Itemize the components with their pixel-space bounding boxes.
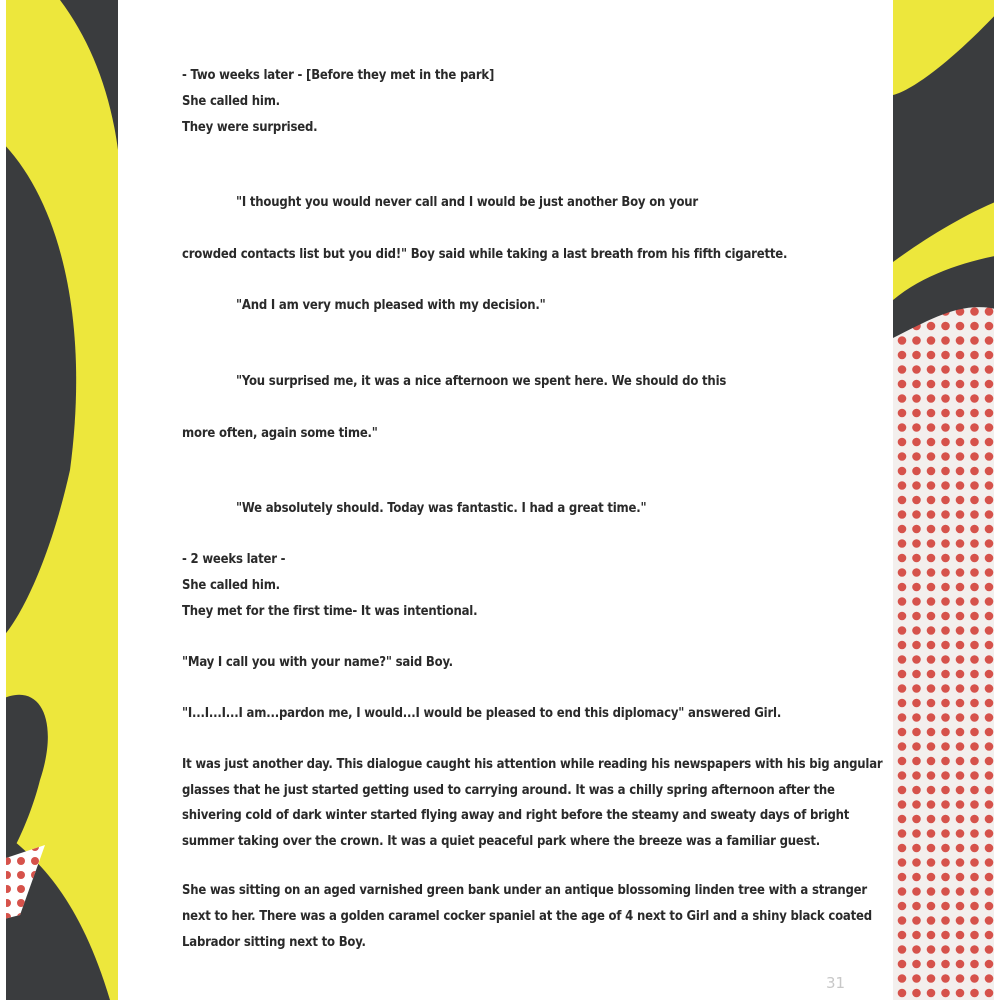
section-heading-2-weeks-later: - 2 weeks later - bbox=[182, 552, 286, 567]
dialogue-line: "We absolutely should. Today was fantastic. I had a great time." bbox=[236, 501, 647, 516]
text-line: She called him. bbox=[182, 94, 280, 109]
paragraph-line: summer taking over the crown. It was a quiet peaceful park where the breeze was a familiar guest. bbox=[182, 834, 821, 849]
text-line: crowded contacts list but you did!" Boy said while taking a last breath from his fifth cigarette. bbox=[182, 247, 788, 262]
dialogue-line: "I thought you would never call and I would be just another Boy on your bbox=[236, 195, 698, 210]
story-page bbox=[118, 0, 893, 1000]
text-line: They met for the first time- It was intentional. bbox=[182, 604, 478, 619]
paragraph-line: shivering cold of dark winter started flying away and right before the steamy and sweaty days of bright bbox=[182, 808, 850, 823]
section-heading-two-weeks-later: - Two weeks later - [Before they met in the park] bbox=[182, 68, 495, 83]
paragraph-line: It was just another day. This dialogue caught his attention while reading his newspapers with his big angular bbox=[182, 757, 883, 772]
dialogue-line: "And I am very much pleased with my decision." bbox=[236, 298, 546, 313]
text-line: more often, again some time." bbox=[182, 426, 378, 441]
paragraph-line: glasses that he just started getting used to carrying around. It was a chilly spring afternoon after the bbox=[182, 783, 835, 798]
dialogue-line: "May I call you with your name?" said Boy. bbox=[182, 655, 453, 670]
text-line: She called him. bbox=[182, 578, 280, 593]
dialogue-line: "I...I...I...I am...pardon me, I would...I would be pleased to end this diplomacy" answered Girl. bbox=[182, 706, 782, 721]
paragraph-line: She was sitting on an aged varnished green bank under an antique blossoming linden tree with a stranger bbox=[182, 883, 867, 898]
left-pop-art-border bbox=[0, 0, 118, 1000]
page-number: 31 bbox=[826, 974, 846, 992]
dialogue-line: "You surprised me, it was a nice afternoon we spent here. We should do this bbox=[236, 374, 727, 389]
paragraph-line: Labrador sitting next to Boy. bbox=[182, 935, 366, 950]
paragraph-line: next to her. There was a golden caramel cocker spaniel at the age of 4 next to Girl and a shiny black coated bbox=[182, 909, 872, 924]
right-pop-art-border bbox=[893, 0, 1000, 1000]
text-line: They were surprised. bbox=[182, 120, 318, 135]
